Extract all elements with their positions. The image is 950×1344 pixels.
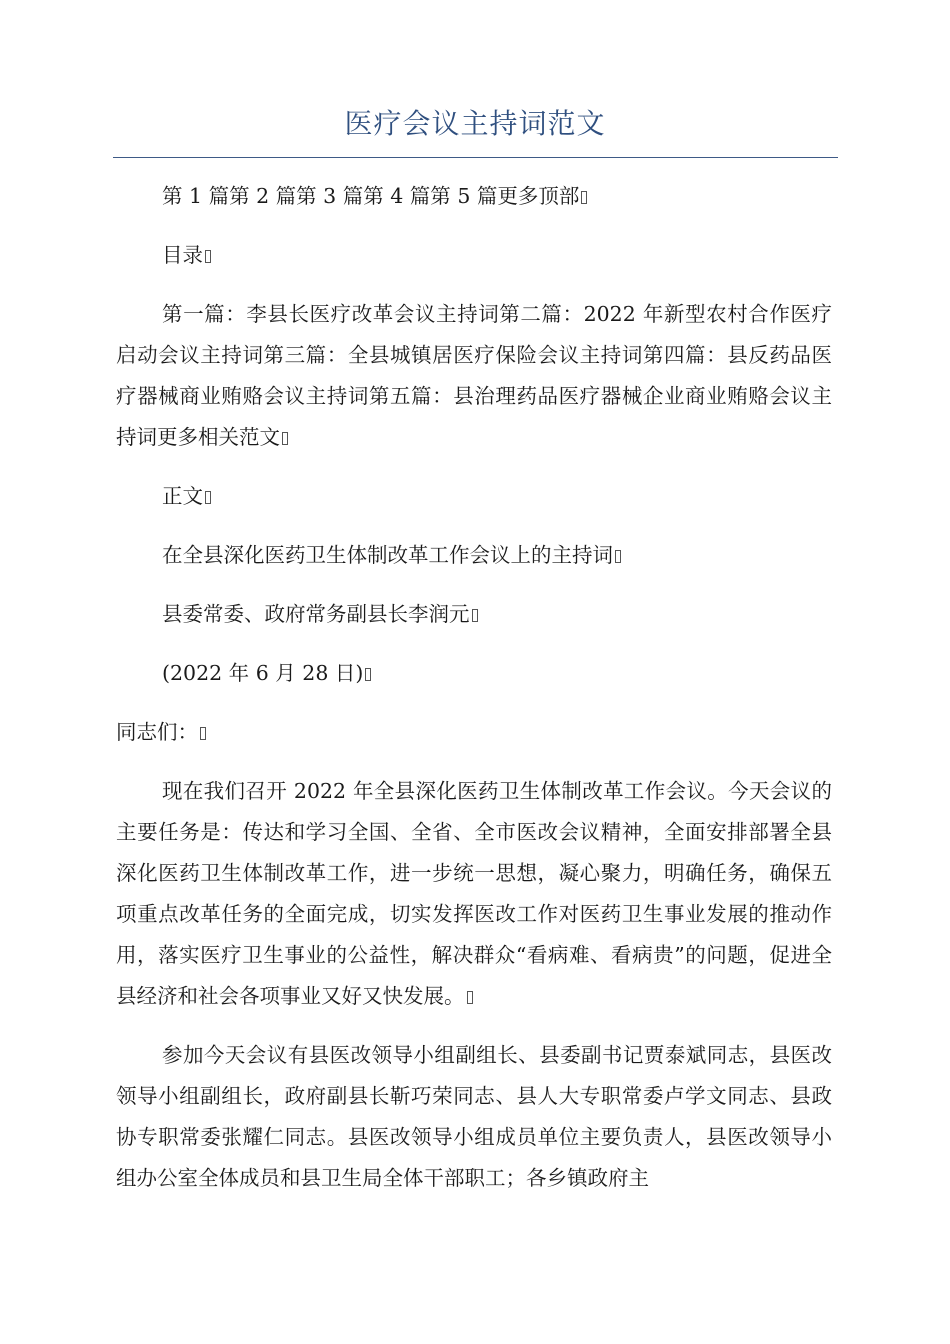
- paragraph-mark-icon: [472, 609, 478, 622]
- paragraph-mark-icon: [205, 250, 211, 263]
- paragraph-speech-title: 在全县深化医药卫生体制改革工作会议上的主持词: [116, 535, 832, 576]
- paragraph-mark-icon: [205, 491, 211, 504]
- paragraph-mark-icon: [282, 432, 288, 445]
- document-body: [116, 176, 832, 1199]
- paragraph-attendees: 参加今天会议有县医改领导小组副组长、县委副书记贾泰斌同志，县医改领导小组副组长，政府副县长靳巧荣同志、县人大专职常委卢学文同志、县政协专职常委张耀仁同志。县医改领导小组成员单位主要负责人，县医改领导小组办公室全体成员和县卫生局全体干部职工；各乡镇政府主: [116, 1043, 832, 1190]
- document-title: 医疗会议主持词范文: [344, 107, 606, 140]
- paragraph-toc-heading: 目录: [116, 235, 832, 276]
- paragraph-nav: 第 1 篇第 2 篇第 3 篇第 4 篇第 5 篇更多顶部: [116, 176, 832, 217]
- paragraph-mark-icon: [467, 991, 473, 1004]
- paragraph-toc: 第一篇：李县长医疗改革会议主持词第二篇：2022 年新型农村合作医疗启动会议主持词第三篇：全县城镇居医疗保险会议主持词第四篇：县反药品医疗器械商业贿赂会议主持词第五篇：县治理药品医疗器械企业商业贿赂会议主持词更多相关范文: [116, 302, 832, 449]
- paragraph-salutation: 同志们：: [116, 712, 832, 753]
- paragraph-date: (2022 年 6 月 28 日): [116, 653, 832, 694]
- paragraph-mark-icon: [615, 550, 621, 563]
- paragraph-speaker: 县委常委、政府常务副县长李润元: [116, 594, 832, 635]
- paragraph-mark-icon: [581, 191, 587, 204]
- paragraph-mark-icon: [200, 727, 206, 740]
- title-divider: [113, 157, 838, 158]
- paragraph-opening: 现在我们召开 2022 年全县深化医药卫生体制改革工作会议。今天会议的主要任务是：传达和学习全国、全省、全市医改会议精神，全面安排部署全县深化医药卫生体制改革工作，进一步统一思想，凝心聚力，明确任务，确保五项重点改革任务的全面完成，切实发挥医改工作对医药卫生事业发展的推动作用，落实医疗卫生事业的公益性，解决群众“看病难、看病贵”的问题，促进全县经济和社会各项事业又好又快发展。: [116, 779, 832, 1008]
- paragraph-body-heading: 正文: [116, 476, 832, 517]
- paragraph-mark-icon: [365, 668, 371, 681]
